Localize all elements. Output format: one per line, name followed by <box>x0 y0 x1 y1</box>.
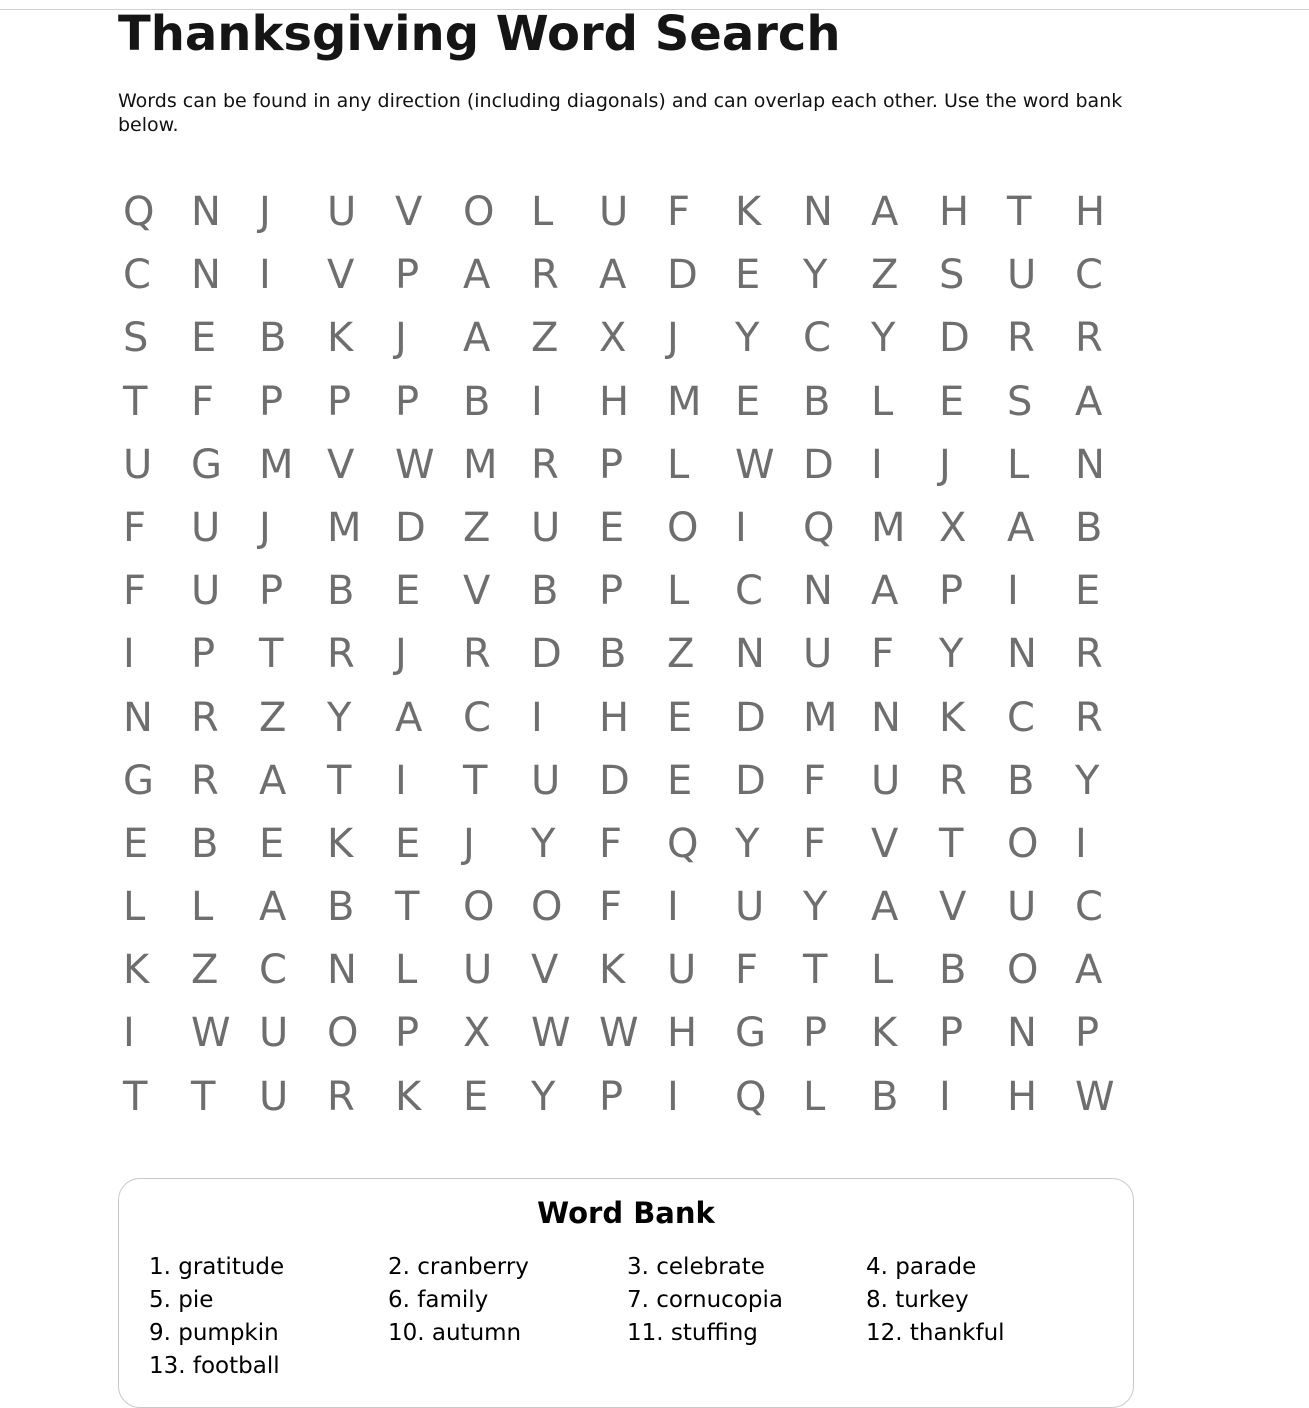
grid-letter[interactable]: J <box>259 189 271 235</box>
grid-letter[interactable]: L <box>871 378 894 425</box>
grid-letter[interactable]: K <box>871 1010 898 1057</box>
word-bank-item: 9. pumpkin <box>149 1320 279 1346</box>
grid-letter[interactable]: U <box>259 1073 289 1120</box>
grid-letter[interactable]: W <box>531 1010 571 1057</box>
grid-letter[interactable]: B <box>463 378 491 425</box>
grid-letter[interactable]: J <box>259 504 271 551</box>
grid-letter[interactable]: B <box>1075 504 1103 551</box>
grid-letter[interactable]: O <box>531 884 563 931</box>
grid-letter[interactable]: F <box>803 757 827 804</box>
grid-letter[interactable]: C <box>123 252 151 299</box>
grid-letter[interactable]: A <box>599 252 627 299</box>
word-bank-item: 11. stuffing <box>627 1320 758 1346</box>
grid-letter[interactable]: R <box>463 631 491 678</box>
grid-letter[interactable]: T <box>327 757 352 804</box>
grid-letter[interactable]: R <box>531 441 559 488</box>
word-search-grid <box>118 181 1138 1129</box>
grid-letter[interactable]: A <box>1075 947 1103 994</box>
grid-letter[interactable]: P <box>1075 1010 1100 1057</box>
grid-letter[interactable]: N <box>191 252 221 299</box>
grid-letter[interactable]: Y <box>803 252 828 299</box>
grid-letter[interactable]: U <box>123 441 153 488</box>
grid-letter[interactable]: O <box>463 189 495 235</box>
grid-letter[interactable]: N <box>735 631 765 678</box>
grid-letter[interactable]: P <box>395 1010 420 1057</box>
grid-letter[interactable]: M <box>327 504 362 551</box>
grid-letter[interactable]: L <box>667 441 690 488</box>
grid-letter[interactable]: N <box>803 189 833 235</box>
grid-letter[interactable]: I <box>259 252 271 299</box>
grid-letter[interactable]: V <box>939 884 967 931</box>
grid-letter[interactable]: L <box>1007 441 1030 488</box>
grid-letter[interactable]: R <box>191 757 219 804</box>
grid-letter[interactable]: U <box>871 757 901 804</box>
grid-letter[interactable]: L <box>871 947 894 994</box>
grid-letter[interactable]: E <box>667 694 693 741</box>
grid-letter[interactable]: E <box>735 378 761 425</box>
grid-letter[interactable]: U <box>531 504 561 551</box>
grid-letter[interactable]: N <box>1007 631 1037 678</box>
grid-letter[interactable]: S <box>1007 378 1033 425</box>
grid-letter[interactable]: L <box>123 884 146 931</box>
grid-letter[interactable]: M <box>803 694 838 741</box>
grid-letter[interactable]: C <box>1007 694 1035 741</box>
grid-letter[interactable]: C <box>1075 884 1103 931</box>
grid-letter[interactable]: T <box>1007 189 1032 235</box>
grid-letter[interactable]: S <box>123 315 149 362</box>
grid-letter[interactable]: D <box>939 315 970 362</box>
grid-letter[interactable]: B <box>1007 757 1035 804</box>
grid-letter[interactable]: W <box>735 441 775 488</box>
grid-letter[interactable]: X <box>599 315 627 362</box>
grid-letter[interactable]: K <box>599 947 626 994</box>
grid-letter[interactable]: L <box>395 947 418 994</box>
grid-letter[interactable]: U <box>1007 252 1037 299</box>
grid-letter[interactable]: Y <box>531 1073 556 1120</box>
grid-letter[interactable]: I <box>939 1073 951 1120</box>
grid-letter[interactable]: D <box>531 631 562 678</box>
grid-letter[interactable]: K <box>327 820 354 867</box>
grid-letter[interactable]: C <box>1075 252 1103 299</box>
grid-letter[interactable]: J <box>939 441 951 488</box>
grid-letter[interactable]: Y <box>735 315 760 362</box>
grid-letter[interactable]: M <box>871 504 906 551</box>
grid-letter[interactable]: U <box>191 504 221 551</box>
grid-letter[interactable]: P <box>191 631 216 678</box>
grid-letter[interactable]: Q <box>123 189 155 235</box>
grid-letter[interactable]: J <box>463 820 475 867</box>
grid-letter[interactable]: B <box>871 1073 899 1120</box>
grid-letter[interactable]: S <box>939 252 965 299</box>
grid-letter[interactable]: W <box>599 1010 639 1057</box>
grid-letter[interactable]: Z <box>871 252 899 299</box>
grid-letter[interactable]: Y <box>803 884 828 931</box>
grid-letter[interactable]: F <box>667 189 691 235</box>
grid-letter[interactable]: H <box>667 1010 698 1057</box>
grid-letter[interactable]: B <box>939 947 967 994</box>
grid-letter[interactable]: V <box>871 820 899 867</box>
grid-letter[interactable]: A <box>871 189 899 235</box>
grid-letter[interactable]: F <box>735 947 759 994</box>
grid-letter[interactable]: J <box>395 315 407 362</box>
grid-letter[interactable]: H <box>599 694 630 741</box>
grid-letter[interactable]: U <box>191 568 221 615</box>
grid-letter[interactable]: N <box>871 694 901 741</box>
grid-letter[interactable]: P <box>599 568 624 615</box>
grid-letter[interactable]: B <box>599 631 627 678</box>
grid-letter[interactable]: N <box>1007 1010 1037 1057</box>
grid-letter[interactable]: T <box>259 631 284 678</box>
grid-letter[interactable]: N <box>1075 441 1105 488</box>
grid-letter[interactable]: A <box>463 252 491 299</box>
grid-letter[interactable]: C <box>735 568 763 615</box>
grid-letter[interactable]: H <box>1007 1073 1038 1120</box>
grid-letter[interactable]: G <box>191 441 222 488</box>
grid-letter[interactable]: I <box>395 757 407 804</box>
grid-letter[interactable]: O <box>1007 820 1039 867</box>
grid-letter[interactable]: P <box>939 568 964 615</box>
grid-letter[interactable]: U <box>803 631 833 678</box>
grid-letter[interactable]: N <box>327 947 357 994</box>
grid-letter[interactable]: P <box>327 378 352 425</box>
grid-letter[interactable]: V <box>531 947 559 994</box>
grid-letter[interactable]: Q <box>735 1073 767 1120</box>
grid-letter[interactable]: Y <box>871 315 896 362</box>
word-bank-item: 10. autumn <box>388 1320 522 1346</box>
grid-letter[interactable]: N <box>191 189 221 235</box>
grid-letter[interactable]: E <box>395 820 421 867</box>
instructions-text: Words can be found in any direction (including diagonals) and can overlap each other. Use the word bank below. <box>118 90 1123 136</box>
grid-letter[interactable]: Q <box>803 504 835 551</box>
grid-letter[interactable]: E <box>259 820 285 867</box>
grid-letter[interactable]: P <box>395 252 420 299</box>
grid-letter[interactable]: A <box>871 884 899 931</box>
grid-letter[interactable]: R <box>327 631 355 678</box>
grid-letter[interactable]: Z <box>259 694 287 741</box>
grid-letter[interactable]: I <box>531 378 543 425</box>
grid-letter[interactable]: G <box>123 757 154 804</box>
grid-letter[interactable]: P <box>259 568 284 615</box>
grid-letter[interactable]: I <box>123 1010 135 1057</box>
grid-letter[interactable]: U <box>327 189 357 235</box>
grid-letter[interactable]: I <box>871 441 883 488</box>
grid-letter[interactable]: P <box>395 378 420 425</box>
grid-letter[interactable]: N <box>803 568 833 615</box>
grid-letter[interactable]: Z <box>667 631 695 678</box>
grid-letter[interactable]: D <box>599 757 630 804</box>
grid-letter[interactable]: I <box>735 504 747 551</box>
grid-letter[interactable]: T <box>123 378 148 425</box>
grid-letter[interactable]: F <box>803 820 827 867</box>
word-bank-list <box>149 1251 1109 1383</box>
grid-letter[interactable]: Q <box>667 820 699 867</box>
grid-letter[interactable]: P <box>599 1073 624 1120</box>
grid-letter[interactable]: B <box>531 568 559 615</box>
word-bank-item: 13. football <box>149 1353 280 1379</box>
grid-letter[interactable]: I <box>667 1073 679 1120</box>
grid-letter[interactable]: R <box>191 694 219 741</box>
grid-letter[interactable]: D <box>735 694 766 741</box>
grid-letter[interactable]: U <box>259 1010 289 1057</box>
grid-letter[interactable]: R <box>1075 315 1103 362</box>
grid-letter[interactable]: O <box>327 1010 359 1057</box>
word-bank-panel <box>118 1178 1134 1408</box>
grid-letter[interactable]: W <box>1075 1073 1115 1120</box>
grid-letter[interactable]: K <box>123 947 150 994</box>
grid-letter[interactable]: J <box>395 631 407 678</box>
grid-letter[interactable]: U <box>531 757 561 804</box>
grid-letter[interactable]: L <box>531 189 554 235</box>
word-bank-item: 4. parade <box>866 1254 977 1280</box>
grid-letter[interactable]: Y <box>735 820 760 867</box>
word-bank-item: 8. turkey <box>866 1287 969 1313</box>
grid-letter[interactable]: Z <box>463 504 491 551</box>
grid-letter[interactable]: C <box>259 947 287 994</box>
grid-letter[interactable]: A <box>395 694 423 741</box>
grid-letter[interactable]: O <box>1007 947 1039 994</box>
grid-letter[interactable]: E <box>123 820 149 867</box>
grid-letter[interactable]: Z <box>531 315 559 362</box>
word-bank-item: 2. cranberry <box>388 1254 529 1280</box>
grid-letter[interactable]: R <box>327 1073 355 1120</box>
grid-letter[interactable]: F <box>123 504 147 551</box>
grid-letter[interactable]: T <box>939 820 964 867</box>
grid-letter[interactable]: V <box>395 189 423 235</box>
grid-letter[interactable]: W <box>191 1010 231 1057</box>
grid-letter[interactable]: M <box>259 441 294 488</box>
word-bank-item: 7. cornucopia <box>627 1287 783 1313</box>
grid-letter[interactable]: B <box>803 378 831 425</box>
grid-letter[interactable]: O <box>463 884 495 931</box>
grid-letter[interactable]: T <box>191 1073 216 1120</box>
grid-letter[interactable]: R <box>531 252 559 299</box>
grid-letter[interactable]: Y <box>939 631 964 678</box>
grid-letter[interactable]: M <box>463 441 498 488</box>
grid-letter[interactable]: V <box>327 441 355 488</box>
grid-letter[interactable]: V <box>327 252 355 299</box>
grid-letter[interactable]: T <box>395 884 420 931</box>
grid-letter[interactable]: L <box>667 568 690 615</box>
grid-letter[interactable]: P <box>803 1010 828 1057</box>
grid-letter[interactable]: P <box>939 1010 964 1057</box>
grid-letter[interactable]: B <box>327 568 355 615</box>
grid-letter[interactable]: G <box>735 1010 766 1057</box>
grid-letter[interactable]: I <box>1075 820 1087 867</box>
grid-letter[interactable]: P <box>259 378 284 425</box>
grid-letter[interactable]: B <box>191 820 219 867</box>
grid-letter[interactable]: A <box>1075 378 1103 425</box>
grid-letter[interactable]: L <box>803 1073 826 1120</box>
grid-letter[interactable]: B <box>259 315 287 362</box>
grid-letter[interactable]: H <box>939 189 970 235</box>
grid-letter[interactable]: I <box>1007 568 1019 615</box>
grid-letter[interactable]: F <box>123 568 147 615</box>
grid-letter[interactable]: N <box>123 694 153 741</box>
grid-letter[interactable]: U <box>735 884 765 931</box>
grid-letter[interactable]: U <box>599 189 629 235</box>
grid-letter[interactable]: Y <box>327 694 352 741</box>
grid-letter[interactable]: U <box>1007 884 1037 931</box>
grid-letter[interactable]: E <box>191 315 217 362</box>
grid-letter[interactable]: E <box>735 252 761 299</box>
grid-letter[interactable]: H <box>599 378 630 425</box>
grid-letter[interactable]: E <box>939 378 965 425</box>
grid-letter[interactable]: J <box>667 315 679 362</box>
grid-letter[interactable]: E <box>463 1073 489 1120</box>
grid-letter[interactable]: Y <box>531 820 556 867</box>
grid-letter[interactable]: A <box>259 757 287 804</box>
grid-letter[interactable]: O <box>667 504 699 551</box>
grid-letter[interactable]: E <box>667 757 693 804</box>
grid-letter[interactable]: X <box>463 1010 491 1057</box>
word-bank-item: 12. thankful <box>866 1320 1005 1346</box>
grid-letter[interactable]: K <box>735 189 762 235</box>
grid-letter[interactable]: D <box>667 252 698 299</box>
grid-letter[interactable]: L <box>191 884 214 931</box>
grid-letter[interactable]: F <box>599 884 623 931</box>
grid-letter[interactable]: R <box>1007 315 1035 362</box>
grid-letter[interactable]: R <box>1075 694 1103 741</box>
grid-letter[interactable]: D <box>803 441 834 488</box>
grid-letter[interactable]: B <box>327 884 355 931</box>
grid-letter[interactable]: E <box>395 568 421 615</box>
grid-letter[interactable]: A <box>463 315 491 362</box>
grid-letter[interactable]: H <box>1075 189 1106 235</box>
grid-letter[interactable]: R <box>939 757 967 804</box>
grid-letter[interactable]: K <box>327 315 354 362</box>
grid-letter[interactable]: K <box>395 1073 422 1120</box>
word-bank-item: 3. celebrate <box>627 1254 765 1280</box>
word-bank-item: 1. gratitude <box>149 1254 285 1280</box>
grid-letter[interactable]: F <box>191 378 215 425</box>
grid-letter[interactable]: I <box>123 631 135 678</box>
grid-letter[interactable]: Y <box>1075 757 1100 804</box>
grid-letter[interactable]: V <box>463 568 491 615</box>
grid-letter[interactable]: U <box>463 947 493 994</box>
word-bank-item: 6. family <box>388 1287 489 1313</box>
grid-letter[interactable]: D <box>735 757 766 804</box>
grid-letter[interactable]: X <box>939 504 967 551</box>
grid-letter[interactable]: E <box>1075 568 1101 615</box>
grid-letter[interactable]: A <box>259 884 287 931</box>
grid-letter[interactable]: W <box>395 441 435 488</box>
grid-letter[interactable]: C <box>463 694 491 741</box>
grid-letter[interactable]: I <box>531 694 543 741</box>
grid-letter[interactable]: R <box>1075 631 1103 678</box>
word-bank-title: Word Bank <box>537 1196 715 1230</box>
grid-letter[interactable]: K <box>939 694 966 741</box>
grid-letter[interactable]: F <box>871 631 895 678</box>
grid-letter[interactable]: T <box>463 757 488 804</box>
grid-letter[interactable]: M <box>667 378 702 425</box>
grid-letter[interactable]: P <box>599 441 624 488</box>
grid-letter[interactable]: Z <box>191 947 219 994</box>
grid-letter[interactable]: T <box>123 1073 148 1120</box>
grid-letter[interactable]: U <box>667 947 697 994</box>
grid-letter[interactable]: A <box>871 568 899 615</box>
grid-letter[interactable]: D <box>395 504 426 551</box>
grid-letter[interactable]: I <box>667 884 679 931</box>
word-bank-item: 5. pie <box>149 1287 214 1313</box>
grid-letter[interactable]: A <box>1007 504 1035 551</box>
page-title: Thanksgiving Word Search <box>118 6 841 62</box>
grid-letter[interactable]: C <box>803 315 831 362</box>
grid-letter[interactable]: E <box>599 504 625 551</box>
grid-letter[interactable]: T <box>803 947 828 994</box>
grid-letter[interactable]: F <box>599 820 623 867</box>
